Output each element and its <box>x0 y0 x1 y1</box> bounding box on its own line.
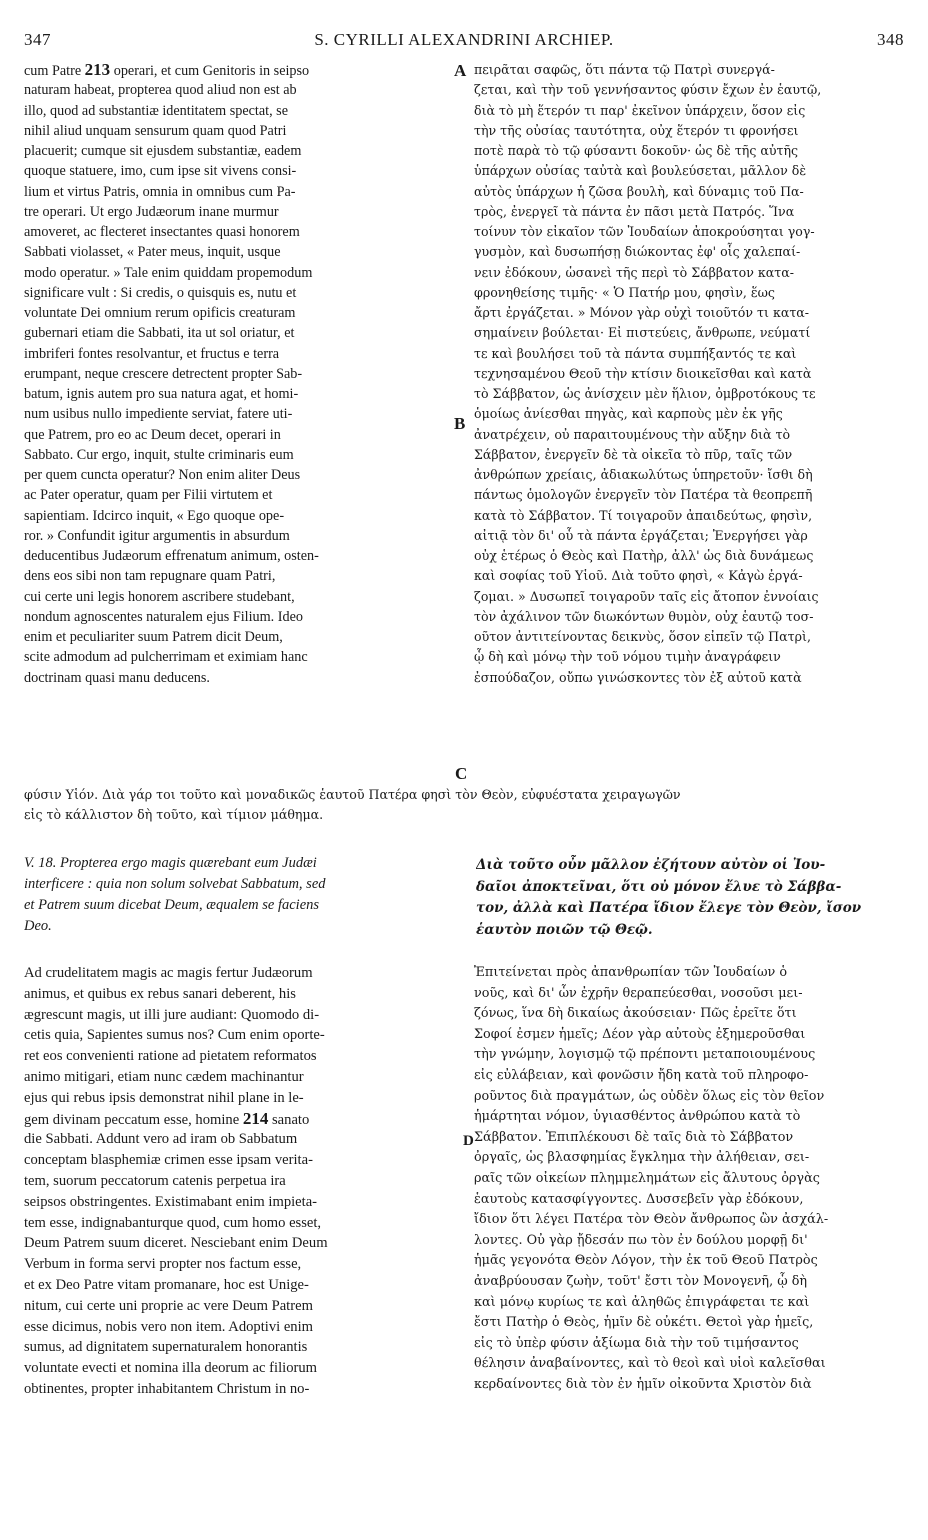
text-line: Deum Patrem suum diceret. Nesciebant enim Deum <box>24 1235 328 1252</box>
text-line: κερδαίνοντες διὰ τὸν ἐν ἡμῖν οἰκοῦντα Χριστὸν διὰ <box>474 1376 812 1392</box>
text-line: ἑαυτὸν ποιῶν τῷ Θεῷ. <box>476 921 653 938</box>
text-line: ἄρτι ἐργάζεται. » Μόνον γὰρ οὐχὶ τοιοῦτόν τι κατα- <box>474 305 810 320</box>
text-line: significare vult : Si credis, o quisquis es, nutu et <box>24 284 297 301</box>
page-number-left: 347 <box>24 30 51 49</box>
verse-heading-greek <box>476 855 904 941</box>
text-line: naturam habeat, propterea quod aliud non est ab <box>24 82 297 99</box>
text-line: seipsos obstringentes. Existimabant enim impieta- <box>24 1193 318 1210</box>
text-line: ἀνατρέχειν, οὐ παραιτουμένους τὴν αὔξην διὰ τὸ <box>474 426 791 442</box>
text-line: sapientiam. Idcirco inquit, « Ego quoque ope- <box>24 507 285 524</box>
text-line: ἴδιον ὅτι λέγει Πατέρα τὸν Θεὸν ἄνθρωπος ὢν ἀσχάλ- <box>474 1212 829 1228</box>
text-line: Ad crudelitatem magis ac magis fertur Judæorum <box>24 965 313 981</box>
text-line: doctrinam quasi manu deducens. <box>24 669 210 686</box>
text-line: quoque statuere, imo, cum ipse sit vivens consi- <box>24 163 297 180</box>
text-line: nondum agnoscentes naturalem ejus Filium. Ideo <box>24 608 303 625</box>
text-line: esse dicimus, nobis vero non item. Adoptivi enim <box>24 1318 314 1335</box>
text-line: V. 18. Propterea ergo magis quærebant eum Judæi <box>24 855 317 871</box>
latin-column-bottom <box>24 963 454 1400</box>
text-line: εἰς τὸ κάλλιστον δὴ τοῦτο, καὶ τίμιον μάθημα. <box>24 807 324 823</box>
text-line: lium et virtus Patris, omnia in omnibus cum Pa- <box>24 183 296 200</box>
text-line: et Patrem suum dicebat Deum, æqualem se faciens <box>24 897 320 913</box>
greek-column-bottom <box>474 963 904 1395</box>
text-line: ror. » Confundit igitur argumentis in absurdum <box>24 527 290 544</box>
text-line: num usibus nullo impediente serviat, fatere uti- <box>24 406 293 423</box>
text-line: cetis quia, Sapientes sumus nos? Cum enim oporte- <box>24 1027 325 1044</box>
page-header <box>24 30 904 54</box>
text-line: εἰς τὸ ὑπὲρ φύσιν ἀξίωμα διὰ τὴν τοῦ τιμήσαντος <box>474 1335 799 1351</box>
text-line: ζεται, καὶ τὴν τοῦ γεννήσαντος φύσιν ἔχων ἐν ἑαυτῷ, <box>474 82 822 98</box>
text-line: ἡμάρτηται νόμον, ὑγιασθέντος ἀνθρώπου κατὰ τὸ <box>474 1109 801 1125</box>
text-line: ejus qui rebus ipsis demonstrat nihil plane in le- <box>24 1089 304 1106</box>
text-line: interficere : quia non solum solvebat Sabbatum, sed <box>24 876 326 892</box>
text-line: conceptam blasphemiæ crimen esse ipsam verita- <box>24 1152 313 1169</box>
margin-marker-c: C <box>455 764 468 783</box>
text-line: Διὰ τοῦτο οὖν μᾶλλον ἐζήτουν αὐτὸν οἱ Ἰου- <box>476 857 826 873</box>
text-line: gubernari etiam die Sabbati, ita ut sol oriatur, et <box>24 325 295 342</box>
text-line: tre operari. Ut ergo Judæorum inane murmur <box>24 203 279 220</box>
text-line: voluntate Dei omnium rerum opificis creaturam <box>24 305 296 321</box>
text-line: Verbum in forma servi propter nos factum esse, <box>24 1256 302 1273</box>
text-line: obtinentes, propter inhabitantem Christum in no- <box>24 1380 310 1397</box>
text-line: ἡμᾶς γεγονότα Θεὸν Λόγον, τὴν ἐκ τοῦ Θεοῦ Πατρὸς <box>474 1253 818 1269</box>
latin-column-top <box>24 60 454 688</box>
text-line: διὰ τὸ μὴ ἕτερόν τι παρ' ἐκεῖνον ὑπάρχειν, ὅσον εἰς <box>474 102 806 118</box>
text-line: πειρᾶται σαφῶς, ὅτι πάντα τῷ Πατρὶ συνεργά- <box>474 62 775 77</box>
text-line: ægrescunt magis, ut illi jure audiant: Quomodo di- <box>24 1006 320 1023</box>
column-number: 213 <box>84 60 111 79</box>
text-line: ζομαι. » Δυσωπεῖ τοιγαροῦν ταῖς εἰς ἄτοπον ἐννοίαις <box>474 588 819 604</box>
text-line: animo mitigari, etiam nunc cædem machinantur <box>24 1068 304 1085</box>
text-line: οὐχ ἑτέρως ὁ Θεὸς καὶ Πατὴρ, ἀλλ' ὡς διὰ δυνάμεως <box>474 548 814 563</box>
text-line: τεχνησαμένου Θεοῦ τὴν κτίσιν διοικεῖσθαι καὶ κατὰ <box>474 365 812 381</box>
text-line: τε καὶ βουλήσει τοῦ τὰ πάντα συμπήξαντός τε καὶ <box>474 345 797 361</box>
text-line: nihil aliud unquam sensurum quam quod Patri <box>24 122 287 139</box>
text-line: νοῦς, καὶ δι' ὧν ἐχρῆν θεραπεύεσθαι, νοσοῦσι μει- <box>474 985 803 1001</box>
text-line: cui certe uni legis honorem ascribere studebant, <box>24 588 295 605</box>
text-line: πάντως ὁμολογῶν ἐνεργεῖν τὸν Πατέρα τὰ θεοπρεπῆ <box>474 487 813 503</box>
margin-marker-d: D <box>463 1133 474 1149</box>
text-line: ραῖς τῶν οἰκείων πλημμελημάτων εἰς ἄλυτους ὀργὰς <box>474 1170 820 1186</box>
text-line: illo, quod ad substantiæ identitatem spectat, se <box>24 102 288 119</box>
text-line: αἰτιᾷ τὸν δι' οὗ τὰ πάντα ἐργάζεται; Ἐνεργήσει γὰρ <box>474 527 808 543</box>
text-line: εἰς εὐλάβειαν, καὶ φονῶσιν ἤδη κατὰ τοῦ πληροφο- <box>474 1067 809 1083</box>
text-line: τὸν ἀχάλινον τῶν διωκόντων θυμὸν, οὐχ ἑαυτῷ τοσ- <box>474 608 814 624</box>
text-line: tem, suorum peccatorum catenis perpetua ira <box>24 1172 286 1189</box>
text-line: ὑπάρχων οὐσίας ταὐτὰ καὶ βουλεύσεται, μᾶλλον δὲ <box>474 163 807 179</box>
text-line: ροῦντος διὰ πραγμάτων, ὡς οὐδὲν ὅλως εἰς τὸν θεῖον <box>474 1088 825 1104</box>
text-line: τὸ Σάββατον, ὡς ἀνίσχειν μὲν ἥλιον, ὀμβροτόκους τε <box>474 386 816 401</box>
text-line: σημαίνειν βούλεται· Εἰ πιστεύεις, ἄνθρωπε, νεύματί <box>474 325 811 341</box>
text-line: ὀργαῖς, ὡς βλασφημίας ἔγκλημα τὴν ἀλήθειαν, σει- <box>474 1150 810 1166</box>
text-line: οῦτον ἀντιτείνοντας δεικνὺς, ὅσον εἰπεῖν τῷ Πατρὶ, <box>474 629 811 644</box>
text-line: ret eos convenienti ratione ad pietatem reformatos <box>24 1048 317 1065</box>
text-line: αὐτὸς ὑπάρχων ἡ ζῶσα βουλὴ, καὶ δύναμις τοῦ Πα- <box>474 183 804 199</box>
verse-heading-latin <box>24 853 454 937</box>
text-line: δαῖοι ἀποκτεῖναι, ὅτι οὐ μόνον ἔλυε τὸ Σάββα- <box>476 878 842 895</box>
text-line: dens eos sibi non tam repugnare quam Patri, <box>24 568 276 585</box>
text-line: die Sabbati. Addunt vero ad iram ob Sabbatum <box>24 1131 298 1148</box>
margin-marker-b: B <box>454 414 466 433</box>
text-line: tem esse, indignabanturque quod, cum homo esset, <box>24 1214 322 1231</box>
text-line: voluntate evecti et nomina illa deorum ac filiorum <box>24 1360 317 1377</box>
text-line: placuerit; cumque sit ejusdem substantiæ, eadem <box>24 143 302 159</box>
text-line: φρονηθείσης τιμῆς· « Ὁ Πατήρ μου, φησὶν, ἕως <box>474 284 775 300</box>
text-line: ὁμοίως ἀνίεσθαι πηγὰς, καὶ καρποὺς μὲν ἐκ γῆς <box>474 406 783 422</box>
text-line: καὶ σοφίας τοῦ Υἱοῦ. Διὰ τοῦτο φησὶ, « Κἀγὼ ἐργά- <box>474 568 803 584</box>
text-line: et ex Deo Patre vitam promanare, hoc est Unige- <box>24 1276 309 1293</box>
text-line: θέλησιν ἀναβαίνοντες, καὶ τὸ θεοὶ καὶ υἱοὶ καλεῖσθαι <box>474 1356 826 1372</box>
text-line: nitum, cui certe uni proprie ac vere Deum Patrem <box>24 1297 313 1314</box>
text-line: τον, ἀλλὰ καὶ Πατέρα ἴδιον ἔλεγε τὸν Θεὸν, ἴσον <box>476 900 862 916</box>
text-line: batum, ignis autem pro sua natura agat, et homi- <box>24 386 299 402</box>
text-line: ἑαυτοὺς κατασφίγγοντες. Δυσσεβεῖν γὰρ ἐδόκουν, <box>474 1191 804 1207</box>
text-line: Σοφοί ἐσμεν ἡμεῖς; Δέον γὰρ αὐτοὺς ἐξημεροῦσθαι <box>474 1026 806 1042</box>
text-line: ἐσπούδαζον, οὔπω γινώσκοντες τὸν ἐξ αὐτοῦ κατὰ <box>474 669 802 685</box>
text-line: amoveret, ac flecteret insectantes quasi honorem <box>24 224 300 240</box>
text-line: ποτὲ παρὰ τὸ τῷ φύσαντι δοκοῦν· ὡς δὲ τῆς αὐτῆς <box>474 143 799 158</box>
text-line: γυσμὸν, καὶ δυσωπήσῃ διώκοντας ἐφ' οἷς χαλεπαί- <box>474 244 801 260</box>
text-line: φύσιν Υἱόν. Διὰ γάρ τοι τοῦτο καὶ μοναδικῶς ἑαυτοῦ Πατέρα φησὶ τὸν Θεὸν, εὐφυέστατα χειραγωγῶν <box>24 787 681 802</box>
text-line: κατὰ τὸ Σάββατον. Τί τοιγαροῦν ἀπαιδεύτως, φησὶν, <box>474 507 813 523</box>
text-line: ἔστι Πατὴρ ὁ Θεὸς, ἡμῖν δὲ οὐκέτι. Θετοὶ γὰρ ἡμεῖς, <box>474 1315 814 1331</box>
text-line: Ἐπιτείνεται πρὸς ἀπανθρωπίαν τῶν Ἰουδαίων ὁ <box>474 965 788 980</box>
text-line: cum Patre 213 operari, et cum Genitoris in seipso <box>24 60 310 79</box>
greek-overflow-line <box>24 785 904 826</box>
text-line: deducentibus Judæorum effrenatum animum, osten- <box>24 548 319 564</box>
running-title: S. CYRILLI ALEXANDRINI ARCHIEP. <box>314 30 614 49</box>
text-line: animus, et quibus ex rebus sanari deberent, his <box>24 985 296 1002</box>
text-line: ἀναβρύουσαν ζωὴν, τοῦτ' ἔστι τὸν Μονογενῆ, ᾧ δὴ <box>474 1273 808 1289</box>
text-line: νειν ἐδόκουν, ὡσανεὶ τῆς περὶ τὸ Σάββατον κατα- <box>474 264 795 280</box>
text-line: τὴν γνώμην, λογισμῷ τῷ πρέποντι μεταποιουμένους <box>474 1047 816 1063</box>
text-line: ἀνθρώπων χρείαις, ἀδιακωλύτως ὑπηρετοῦν· ἴσθι δὴ <box>474 467 813 482</box>
text-line: καὶ μόνῳ κυρίως τε καὶ ἀληθῶς ἐπιγράφεται τε καὶ <box>474 1294 810 1310</box>
text-line: imbriferi fontes resolvantur, et fructus e terra <box>24 345 280 362</box>
text-line: erumpant, neque crescere detrectent propter Sab- <box>24 365 303 382</box>
text-line: scite admodum ad pulcherrimam et eximiam hanc <box>24 649 308 666</box>
text-line: τρὸς, ἐνεργεῖ τὰ πάντα ἐν πᾶσι μετὰ Πατρός. Ἵνα <box>474 203 795 219</box>
text-line: Σάββατον. Ἐπιπλέκουσι δὲ ταῖς διὰ τὸ Σάββατον <box>474 1129 794 1145</box>
text-line: per quem cuncta operatur? Non enim aliter Deus <box>24 467 301 483</box>
text-line: τὴν τῆς οὐσίας ταυτότητα, οὐχ ἕτερόν τι φρονήσει <box>474 122 799 138</box>
page-number-right: 348 <box>877 30 904 49</box>
text-line: Sabbati violasset, « Pater meus, inquit, usque <box>24 244 281 261</box>
greek-column-top <box>474 60 904 688</box>
text-line: ac Pater operatur, quam per Filii virtutem et <box>24 487 273 504</box>
text-line: ᾧ δὴ καὶ μόνῳ τὴν τοῦ νόμου τιμὴν ἀναγράφειν <box>474 649 781 665</box>
text-line: gem divinam peccatum esse, homine 214 sanato <box>24 1108 310 1128</box>
text-line: λοντες. Οὐ γὰρ ᾔδεσάν πω τὸν ἐν δούλου μορφῇ δι' <box>474 1232 808 1248</box>
column-number: 214 <box>242 1108 269 1128</box>
text-line: modo operatur. » Tale enim quiddam propemodum <box>24 264 313 281</box>
text-line: τοίνυν τὸν εἰκαῖον τῶν Ἰουδαίων ἀποκρούσηται γογ- <box>474 224 815 239</box>
text-line: sumus, ad dignitatem supernaturalem honorantis <box>24 1339 308 1356</box>
text-line: enim et peculiariter suum Patrem dicit Deum, <box>24 629 283 645</box>
text-line: que Patrem, pro eo ac Deum decet, operari in <box>24 426 281 443</box>
text-line: Deo. <box>24 918 52 934</box>
text-line: ζόνως, ἵνα δὴ δικαίως ἀκούσειαν· Πῶς ἐρεῖτε ὅτι <box>474 1006 797 1022</box>
margin-marker-a: A <box>454 61 467 80</box>
text-line: Sabbato. Cur ergo, inquit, stulte criminaris eum <box>24 446 294 463</box>
text-line: Σάββατον, ἐνεργεῖν δὲ τὰ οἰκεῖα τὸ πῦρ, ταῖς τῶν <box>474 446 793 462</box>
